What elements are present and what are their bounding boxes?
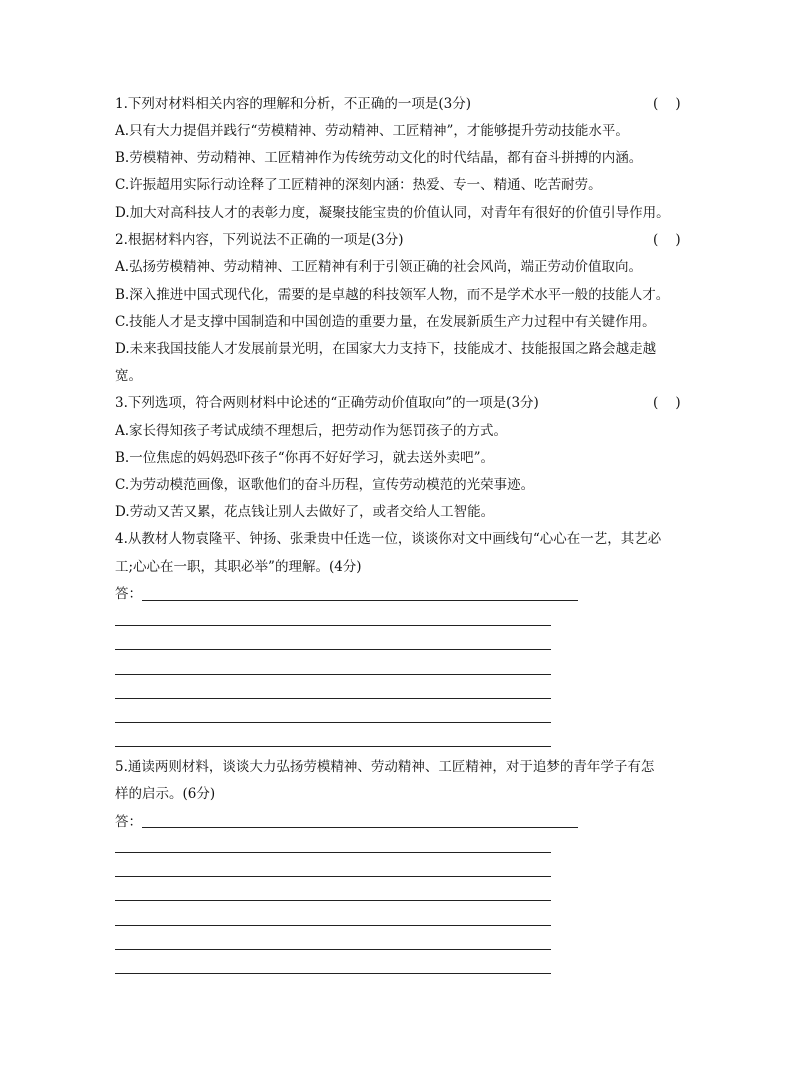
question-4-stem: 4.从教材人物袁隆平、钟扬、张秉贵中任选一位，谈谈你对文中画线句“心心在一艺，其艺必	[115, 531, 662, 547]
question-4-answer-line[interactable]	[115, 649, 551, 650]
question-4-stem-continued: 工;心心在一职，其职必举”的理解。(4分)	[115, 559, 362, 575]
question-5-answer-label: 答：	[115, 814, 142, 830]
question-1-option-c: C.许振超用实际行动诠释了工匠精神的深刻内涵：热爱、专一、精通、吃苦耐劳。	[115, 177, 602, 193]
question-4-answer-line[interactable]	[115, 698, 551, 699]
question-3-option-d: D.劳动又苦又累，花点钱让别人去做好了，或者交给人工智能。	[115, 504, 495, 520]
question-1-option-b: B.劳模精神、劳动精神、工匠精神作为传统劳动文化的时代结晶，都有奋斗拼搏的内涵。	[115, 150, 643, 166]
question-4-answer-line[interactable]	[115, 746, 551, 747]
question-4-answer-label: 答：	[115, 586, 142, 602]
question-2-option-d: D.未来我国技能人才发展前景光明，在国家大力支持下，技能成才、技能报国之路会越走越	[115, 341, 657, 357]
question-2-option-a: A.弘扬劳模精神、劳动精神、工匠精神有利于引领正确的社会风尚，端正劳动价值取向。	[115, 259, 643, 275]
question-3-stem: 3.下列选项，符合两则材料中论述的“正确劳动价值取向”的一项是(3分)	[115, 395, 539, 411]
question-3-answer-bracket: ( )	[653, 395, 681, 411]
question-5-stem: 5.通读两则材料，谈谈大力弘扬劳模精神、劳动精神、工匠精神，对于追梦的青年学子有怎	[115, 759, 655, 775]
question-2-option-c: C.技能人才是支撑中国制造和中国创造的重要力量，在发展新质生产力过程中有关键作用。	[115, 314, 656, 330]
question-5-answer-line[interactable]	[115, 852, 551, 853]
question-3-option-a: A.家长得知孩子考试成绩不理想后，把劳动作为惩罚孩子的方式。	[115, 423, 508, 439]
question-1-option-a: A.只有大力提倡并践行“劳模精神、劳动精神、工匠精神”，才能够提升劳动技能水平。	[115, 123, 629, 139]
question-2-stem: 2.根据材料内容，下列说法不正确的一项是(3分)	[115, 232, 404, 248]
question-5-answer-line[interactable]	[115, 876, 551, 877]
question-4-answer-line[interactable]	[115, 722, 551, 723]
question-2-answer-bracket: ( )	[653, 232, 681, 248]
question-4-answer-line[interactable]	[115, 625, 551, 626]
question-5-answer-line[interactable]	[115, 949, 551, 950]
question-5-answer-line[interactable]	[142, 827, 578, 828]
question-1-option-d: D.加大对高科技人才的表彰力度，凝聚技能宝贵的价值认同，对青年有很好的价值引导作用。	[115, 205, 670, 221]
question-5-stem-continued: 样的启示。(6分)	[115, 786, 216, 802]
question-4-answer-line[interactable]	[142, 600, 578, 601]
question-5-answer-line[interactable]	[115, 900, 551, 901]
question-1-stem: 1.下列对材料相关内容的理解和分析，不正确的一项是(3分)	[115, 96, 472, 112]
question-4-answer-line[interactable]	[115, 674, 551, 675]
question-3-option-c: C.为劳动模范画像，讴歌他们的奋斗历程，宣传劳动模范的光荣事迹。	[115, 477, 535, 493]
question-5-answer-line[interactable]	[115, 973, 551, 974]
question-2-option-d-continued: 宽。	[115, 368, 142, 384]
question-2-option-b: B.深入推进中国式现代化，需要的是卓越的科技领军人物，而不是学术水平一般的技能人才。	[115, 287, 670, 303]
question-3-option-b: B.一位焦虑的妈妈恐吓孩子“你再不好好学习，就去送外卖吧”。	[115, 450, 495, 466]
question-5-answer-line[interactable]	[115, 925, 551, 926]
question-1-answer-bracket: ( )	[653, 96, 681, 112]
